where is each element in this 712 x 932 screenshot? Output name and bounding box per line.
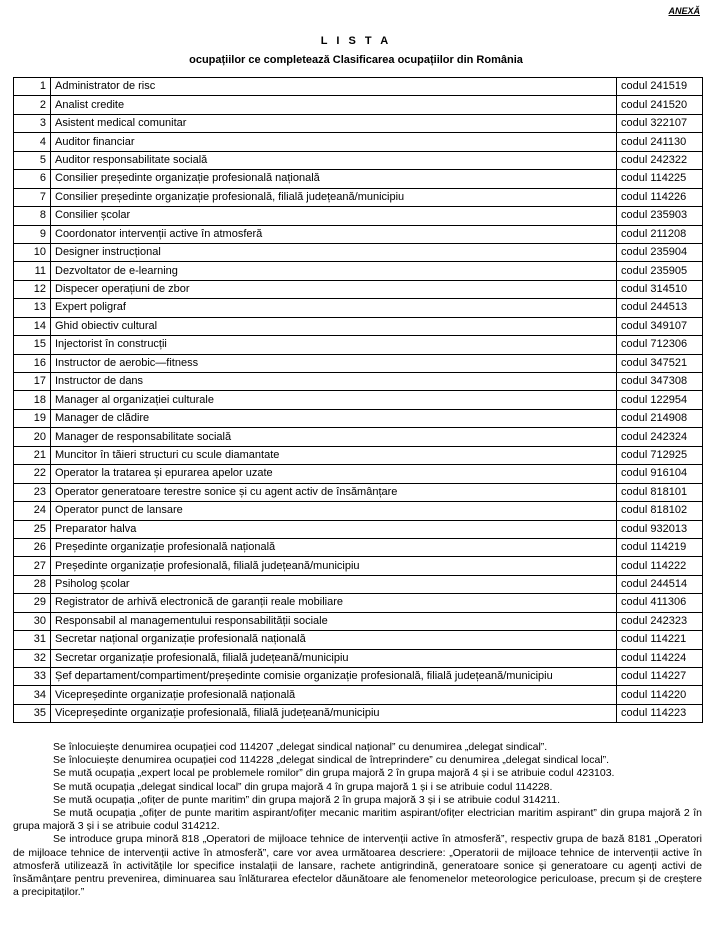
table-row — [14, 78, 703, 96]
table-row — [14, 483, 703, 501]
occupation-name: Operator generatoare terestre sonice și cu agent activ de însămânțare — [51, 483, 617, 501]
annex-label: ANEXĂ — [668, 6, 700, 16]
row-number: 31 — [14, 631, 51, 649]
occupation-code: codul 242324 — [617, 428, 703, 446]
occupation-name: Analist credite — [51, 96, 617, 114]
occupation-name: Dezvoltator de e-learning — [51, 262, 617, 280]
row-number: 14 — [14, 317, 51, 335]
occupation-code: codul 932013 — [617, 520, 703, 538]
occupation-name: Vicepreședinte organizație profesională națională — [51, 686, 617, 704]
occupation-code: codul 712306 — [617, 336, 703, 354]
row-number: 8 — [14, 207, 51, 225]
row-number: 5 — [14, 151, 51, 169]
occupation-code: codul 916104 — [617, 465, 703, 483]
occupation-code: codul 712925 — [617, 446, 703, 464]
occupation-code: codul 241520 — [617, 96, 703, 114]
row-number: 29 — [14, 594, 51, 612]
row-number: 3 — [14, 114, 51, 132]
occupation-name: Secretar organizație profesională, filială județeană/municipiu — [51, 649, 617, 667]
occupation-name: Instructor de dans — [51, 373, 617, 391]
note-paragraph: Se mută ocupația „ofițer de punte maritim aspirant/ofițer mecanic maritim aspirant/ofițer electrician maritim aspirant” din grupa majoră 2 în grupa majoră 3 și i se atribuie codul 314212. — [13, 807, 702, 833]
occupation-name: Ghid obiectiv cultural — [51, 317, 617, 335]
table-row — [14, 612, 703, 630]
occupation-code: codul 349107 — [617, 317, 703, 335]
occupations-table — [13, 77, 703, 723]
occupations-table-body — [14, 78, 703, 723]
table-row — [14, 336, 703, 354]
table-row — [14, 594, 703, 612]
note-paragraph: Se introduce grupa minoră 818 „Operatori de mijloace tehnice de intervenții active în atmosferă”, respectiv grupa de bază 8181 „Operatori de mijloace tehnice de intervenții active în atmosferă”, care vor avea următoarea descriere: „Operatorii de mijloace tehnice de intervenții active în atmosferă utilizează în activitățile lor specifice instalații de lansare, rachete antigrindină, generatoare sonice și generatoare cu agenți activi de însămânțare pentru prevenirea, diminuarea sau înlăturarea efectelor dăunătoare ale fenomenelor meteorologice periculoase, precum și de creștere a precipitaților.” — [13, 833, 702, 899]
table-row — [14, 409, 703, 427]
occupation-name: Administrator de risc — [51, 78, 617, 96]
occupation-name: Designer instrucțional — [51, 243, 617, 261]
occupation-name: Manager de clădire — [51, 409, 617, 427]
occupation-name: Operator la tratarea și epurarea apelor uzate — [51, 465, 617, 483]
occupation-name: Coordonator intervenții active în atmosferă — [51, 225, 617, 243]
occupation-code: codul 244513 — [617, 299, 703, 317]
occupation-name: Președinte organizație profesională, filială județeană/municipiu — [51, 557, 617, 575]
row-number: 22 — [14, 465, 51, 483]
occupation-name: Consilier președinte organizație profesională, filială județeană/municipiu — [51, 188, 617, 206]
occupation-code: codul 114224 — [617, 649, 703, 667]
table-row — [14, 446, 703, 464]
occupation-code: codul 347521 — [617, 354, 703, 372]
occupation-code: codul 242322 — [617, 151, 703, 169]
table-row — [14, 704, 703, 722]
table-row — [14, 133, 703, 151]
occupation-code: codul 122954 — [617, 391, 703, 409]
table-row — [14, 299, 703, 317]
occupation-name: Muncitor în tăieri structuri cu scule diamantate — [51, 446, 617, 464]
row-number: 20 — [14, 428, 51, 446]
document-title: L I S T A — [320, 35, 392, 47]
occupation-code: codul 241130 — [617, 133, 703, 151]
note-paragraph: Se mută ocupația „delegat sindical local” din grupa majoră 4 în grupa majoră 1 și i se atribuie codul 114228. — [53, 780, 553, 793]
table-row — [14, 170, 703, 188]
note-paragraph: Se mută ocupația „ofițer de punte maritim” din grupa majoră 2 în grupa majoră 3 și i se atribuie codul 314211. — [53, 793, 560, 806]
occupation-name: Vicepreședinte organizație profesională, filială județeană/municipiu — [51, 704, 617, 722]
row-number: 16 — [14, 354, 51, 372]
table-row — [14, 686, 703, 704]
table-row — [14, 520, 703, 538]
occupation-name: Responsabil al managementului responsabilității sociale — [51, 612, 617, 630]
table-row — [14, 668, 703, 686]
occupation-code: codul 235903 — [617, 207, 703, 225]
document-subtitle: ocupațiilor ce completează Clasificarea ocupațiilor din România — [189, 54, 523, 66]
occupation-name: Consilier școlar — [51, 207, 617, 225]
occupation-code: codul 244514 — [617, 575, 703, 593]
table-row — [14, 114, 703, 132]
row-number: 18 — [14, 391, 51, 409]
occupation-code: codul 211208 — [617, 225, 703, 243]
occupation-code: codul 114226 — [617, 188, 703, 206]
row-number: 6 — [14, 170, 51, 188]
row-number: 21 — [14, 446, 51, 464]
table-row — [14, 225, 703, 243]
occupation-name: Auditor financiar — [51, 133, 617, 151]
row-number: 28 — [14, 575, 51, 593]
occupation-code: codul 235904 — [617, 243, 703, 261]
table-row — [14, 465, 703, 483]
row-number: 32 — [14, 649, 51, 667]
table-row — [14, 538, 703, 556]
table-row — [14, 649, 703, 667]
table-row — [14, 557, 703, 575]
row-number: 24 — [14, 502, 51, 520]
occupation-code: codul 411306 — [617, 594, 703, 612]
occupation-code: codul 314510 — [617, 280, 703, 298]
occupation-code: codul 114225 — [617, 170, 703, 188]
occupation-name: Asistent medical comunitar — [51, 114, 617, 132]
row-number: 12 — [14, 280, 51, 298]
table-row — [14, 391, 703, 409]
occupation-code: codul 114222 — [617, 557, 703, 575]
table-row — [14, 317, 703, 335]
occupation-code: codul 241519 — [617, 78, 703, 96]
occupation-name: Consilier președinte organizație profesională națională — [51, 170, 617, 188]
notes-section — [13, 741, 702, 899]
table-row — [14, 280, 703, 298]
row-number: 9 — [14, 225, 51, 243]
occupation-code: codul 114220 — [617, 686, 703, 704]
row-number: 13 — [14, 299, 51, 317]
occupation-name: Manager de responsabilitate socială — [51, 428, 617, 446]
occupation-name: Operator punct de lansare — [51, 502, 617, 520]
occupation-name: Registrator de arhivă electronică de garanții reale mobiliare — [51, 594, 617, 612]
row-number: 25 — [14, 520, 51, 538]
occupation-code: codul 347308 — [617, 373, 703, 391]
occupation-code: codul 114221 — [617, 631, 703, 649]
table-row — [14, 151, 703, 169]
row-number: 30 — [14, 612, 51, 630]
table-row — [14, 188, 703, 206]
table-row — [14, 96, 703, 114]
occupation-code: codul 242323 — [617, 612, 703, 630]
occupation-name: Președinte organizație profesională națională — [51, 538, 617, 556]
occupation-code: codul 114223 — [617, 704, 703, 722]
occupation-name: Injectorist în construcții — [51, 336, 617, 354]
occupation-name: Instructor de aerobic—fitness — [51, 354, 617, 372]
table-row — [14, 262, 703, 280]
row-number: 35 — [14, 704, 51, 722]
note-paragraph: Se înlocuiește denumirea ocupației cod 114207 „delegat sindical național” cu denumirea „delegat sindical”. — [53, 741, 548, 753]
occupation-code: codul 818102 — [617, 502, 703, 520]
note-paragraph: Se înlocuiește denumirea ocupației cod 114228 „delegat sindical de întreprindere” cu denumirea „delegat sindical local”. — [53, 754, 610, 767]
occupation-code: codul 322107 — [617, 114, 703, 132]
note-paragraph: Se mută ocupația „expert local pe problemele romilor” din grupa majoră 2 în grupa majoră 4 și i se atribuie codul 423103. — [53, 767, 615, 780]
row-number: 17 — [14, 373, 51, 391]
occupation-code: codul 214908 — [617, 409, 703, 427]
occupation-name: Psiholog școlar — [51, 575, 617, 593]
row-number: 34 — [14, 686, 51, 704]
row-number: 1 — [14, 78, 51, 96]
row-number: 2 — [14, 96, 51, 114]
row-number: 15 — [14, 336, 51, 354]
row-number: 11 — [14, 262, 51, 280]
table-row — [14, 631, 703, 649]
table-row — [14, 243, 703, 261]
row-number: 19 — [14, 409, 51, 427]
row-number: 10 — [14, 243, 51, 261]
occupation-code: codul 235905 — [617, 262, 703, 280]
row-number: 4 — [14, 133, 51, 151]
occupation-code: codul 114219 — [617, 538, 703, 556]
occupation-code: codul 114227 — [617, 668, 703, 686]
table-row — [14, 502, 703, 520]
table-row — [14, 354, 703, 372]
row-number: 26 — [14, 538, 51, 556]
table-row — [14, 373, 703, 391]
occupation-name: Șef departament/compartiment/președinte comisie organizație profesională, filială județeană/municipiu — [51, 668, 617, 686]
occupation-name: Secretar național organizație profesională națională — [51, 631, 617, 649]
occupation-name: Expert poligraf — [51, 299, 617, 317]
table-row — [14, 207, 703, 225]
occupation-name: Manager al organizației culturale — [51, 391, 617, 409]
occupation-code: codul 818101 — [617, 483, 703, 501]
row-number: 7 — [14, 188, 51, 206]
occupation-name: Auditor responsabilitate socială — [51, 151, 617, 169]
row-number: 23 — [14, 483, 51, 501]
table-row — [14, 575, 703, 593]
row-number: 27 — [14, 557, 51, 575]
row-number: 33 — [14, 668, 51, 686]
table-row — [14, 428, 703, 446]
occupation-name: Preparator halva — [51, 520, 617, 538]
occupation-name: Dispecer operațiuni de zbor — [51, 280, 617, 298]
